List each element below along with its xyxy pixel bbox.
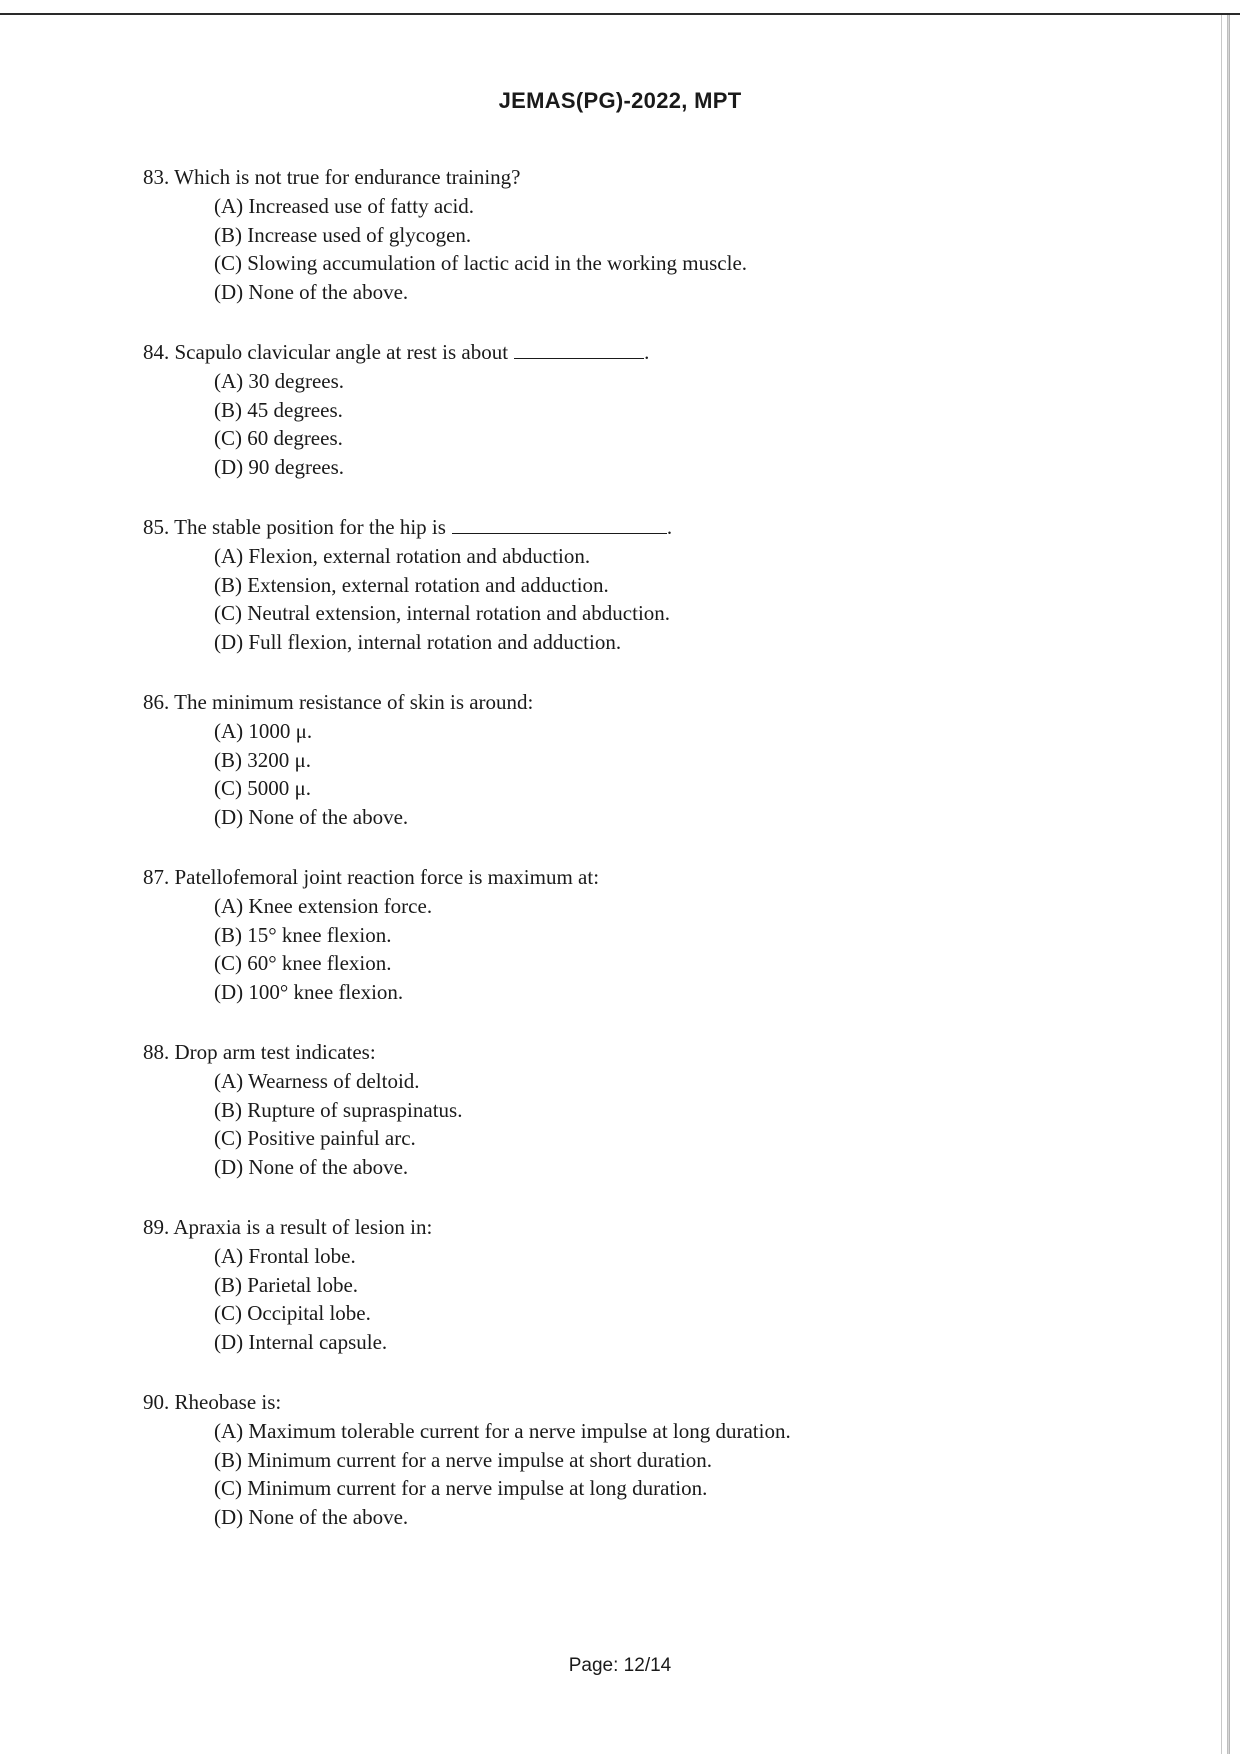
- question-stem: 89. Apraxia is a result of lesion in:: [143, 1215, 433, 1239]
- option-b: (B) Minimum current for a nerve impulse at short duration.: [214, 1447, 713, 1472]
- option-list: [143, 1242, 1143, 1356]
- option-b: (B) Parietal lobe.: [214, 1272, 359, 1297]
- option-b: (B) 15° knee flexion.: [214, 922, 392, 947]
- question-stem: 86. The minimum resistance of skin is around:: [143, 690, 534, 714]
- question-stem: 90. Rheobase is:: [143, 1390, 282, 1414]
- answer-blank: [452, 513, 667, 534]
- option-c: (C) 5000 μ.: [214, 776, 312, 800]
- option-d: (D) 90 degrees.: [214, 454, 345, 479]
- top-border-line: [0, 13, 1240, 15]
- option-a: (A) Wearness of deltoid.: [214, 1069, 420, 1093]
- question-85: [143, 512, 1143, 687]
- page-header: JEMAS(PG)-2022, MPT: [498, 88, 742, 113]
- question-list: [143, 162, 1143, 1562]
- option-c: (C) Positive painful arc.: [214, 1126, 416, 1150]
- option-d: (D) None of the above.: [214, 804, 409, 829]
- question-90: [143, 1387, 1143, 1562]
- question-87: [143, 862, 1143, 1037]
- option-a: (A) Increased use of fatty acid.: [214, 194, 475, 218]
- question-stem: 88. Drop arm test indicates:: [143, 1040, 376, 1064]
- question-stem-wrapper: 85. The stable position for the hip is .: [143, 515, 673, 539]
- option-d: (D) Full flexion, internal rotation and adduction.: [214, 629, 622, 654]
- option-list: [143, 717, 1143, 831]
- option-list: [143, 542, 1143, 656]
- option-b: (B) Increase used of glycogen.: [214, 222, 472, 247]
- question-84: [143, 337, 1143, 512]
- option-a: (A) Knee extension force.: [214, 894, 433, 918]
- option-list: [143, 892, 1143, 1006]
- page-number: Page: 12/14: [568, 1655, 672, 1676]
- question-stem: 85. The stable position for the hip is: [143, 515, 446, 539]
- option-b: (B) Rupture of supraspinatus.: [214, 1097, 463, 1122]
- option-a: (A) 1000 μ.: [214, 719, 313, 743]
- option-d: (D) None of the above.: [214, 1504, 409, 1529]
- option-c: (C) Neutral extension, internal rotation and abduction.: [214, 601, 671, 625]
- option-list: [143, 1067, 1143, 1181]
- question-stem-wrapper: 84. Scapulo clavicular angle at rest is about .: [143, 340, 650, 364]
- question-stem: 84. Scapulo clavicular angle at rest is about: [143, 340, 509, 364]
- option-c: (C) Slowing accumulation of lactic acid in the working muscle.: [214, 251, 748, 275]
- answer-blank: [514, 338, 644, 359]
- option-list: [143, 192, 1143, 306]
- option-b: (B) 3200 μ.: [214, 747, 312, 772]
- option-a: (A) Maximum tolerable current for a nerve impulse at long duration.: [214, 1419, 791, 1443]
- option-a: (A) 30 degrees.: [214, 369, 345, 393]
- option-list: [143, 367, 1143, 481]
- question-89: [143, 1212, 1143, 1387]
- scan-right-edge: [1227, 15, 1230, 1754]
- option-c: (C) Minimum current for a nerve impulse at long duration.: [214, 1476, 708, 1500]
- question-stem: 83. Which is not true for endurance training?: [143, 165, 521, 189]
- option-c: (C) 60° knee flexion.: [214, 951, 392, 975]
- question-stem: 87. Patellofemoral joint reaction force is maximum at:: [143, 865, 600, 889]
- option-d: (D) None of the above.: [214, 279, 409, 304]
- option-c: (C) 60 degrees.: [214, 426, 343, 450]
- option-a: (A) Flexion, external rotation and abduction.: [214, 544, 591, 568]
- scan-right-edge-inner: [1221, 15, 1222, 1754]
- option-b: (B) 45 degrees.: [214, 397, 343, 422]
- option-c: (C) Occipital lobe.: [214, 1301, 371, 1325]
- option-d: (D) 100° knee flexion.: [214, 979, 404, 1004]
- option-d: (D) Internal capsule.: [214, 1329, 388, 1354]
- option-b: (B) Extension, external rotation and adduction.: [214, 572, 609, 597]
- question-83: [143, 162, 1143, 337]
- option-d: (D) None of the above.: [214, 1154, 409, 1179]
- option-list: [143, 1417, 1143, 1531]
- question-88: [143, 1037, 1143, 1212]
- question-86: [143, 687, 1143, 862]
- option-a: (A) Frontal lobe.: [214, 1244, 356, 1268]
